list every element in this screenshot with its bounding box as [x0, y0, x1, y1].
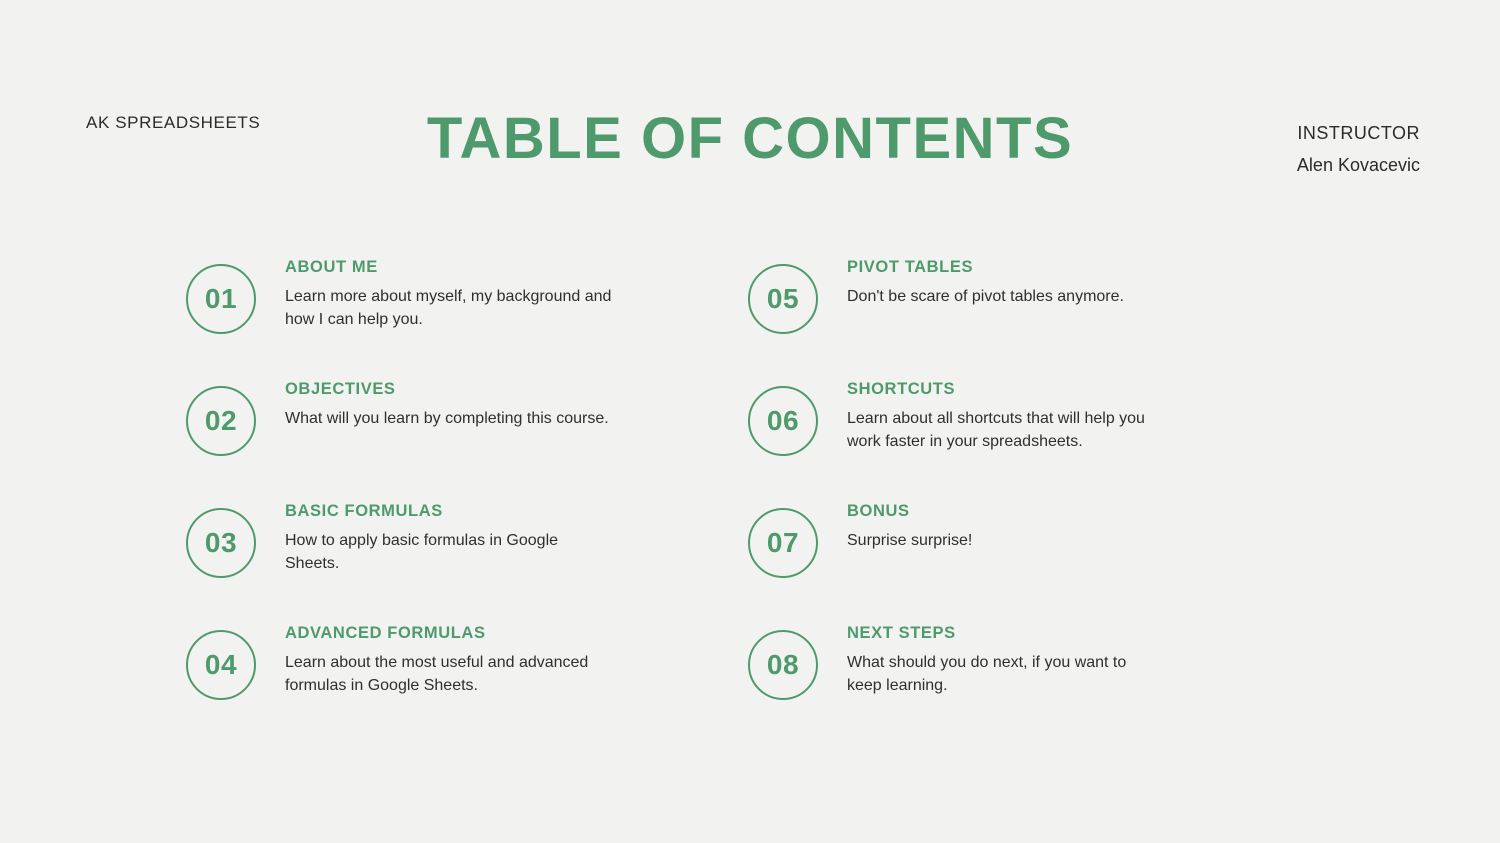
instructor-block [1297, 118, 1420, 181]
toc-entry-text [847, 624, 1147, 697]
contents-column-right [748, 258, 1310, 746]
toc-entry[interactable] [186, 380, 748, 502]
toc-entry-title: ADVANCED FORMULAS [285, 624, 486, 642]
toc-number-badge: 01 [186, 264, 256, 334]
toc-entry[interactable] [186, 624, 748, 746]
toc-entry-title: BASIC FORMULAS [285, 502, 443, 520]
instructor-name: Alen Kovacevic [1296, 154, 1420, 175]
toc-entry-text [285, 502, 615, 575]
toc-entry-title: SHORTCUTS [847, 380, 956, 398]
toc-entry-title: ABOUT ME [285, 258, 378, 276]
brand-label: AK SPREADSHEETS [86, 113, 261, 132]
toc-entry-description: Learn about all shortcuts that will help you work faster in your spreadsheets. [847, 410, 1145, 450]
toc-entry-description: What should you do next, if you want to keep learning. [847, 654, 1127, 694]
toc-entry[interactable] [748, 502, 1310, 624]
toc-entry-title: PIVOT TABLES [847, 258, 974, 276]
toc-entry-description: Learn about the most useful and advanced formulas in Google Sheets. [285, 654, 589, 694]
toc-entry-text [847, 502, 972, 553]
toc-number-badge: 06 [748, 386, 818, 456]
toc-entry-description: Don't be scare of pivot tables anymore. [847, 288, 1124, 305]
toc-entry-text [285, 624, 615, 697]
toc-entry[interactable] [186, 502, 748, 624]
contents-column-left [186, 258, 748, 746]
toc-number-badge: 04 [186, 630, 256, 700]
toc-entry-description: Surprise surprise! [847, 532, 973, 549]
instructor-label: INSTRUCTOR [1297, 123, 1420, 143]
contents-columns [0, 258, 1500, 746]
toc-entry[interactable] [748, 258, 1310, 380]
toc-number-badge: 02 [186, 386, 256, 456]
toc-entry[interactable] [186, 258, 748, 380]
page-title: TABLE OF CONTENTS [426, 106, 1074, 171]
toc-entry[interactable] [748, 380, 1310, 502]
toc-entry[interactable] [748, 624, 1310, 746]
toc-entry-title: BONUS [847, 502, 910, 520]
toc-number-badge: 03 [186, 508, 256, 578]
toc-entry-title: OBJECTIVES [285, 380, 396, 398]
toc-number-badge: 08 [748, 630, 818, 700]
toc-entry-text [285, 258, 615, 331]
toc-entry-description: What will you learn by completing this course. [285, 410, 609, 427]
toc-entry-description: Learn more about myself, my background and how I can help you. [285, 288, 612, 328]
toc-entry-text [285, 380, 609, 431]
toc-entry-title: NEXT STEPS [847, 624, 956, 642]
toc-number-badge: 05 [748, 264, 818, 334]
toc-entry-text [847, 380, 1147, 453]
toc-entry-text [847, 258, 1124, 309]
toc-number-badge: 07 [748, 508, 818, 578]
toc-entry-description: How to apply basic formulas in Google Sheets. [285, 532, 559, 572]
